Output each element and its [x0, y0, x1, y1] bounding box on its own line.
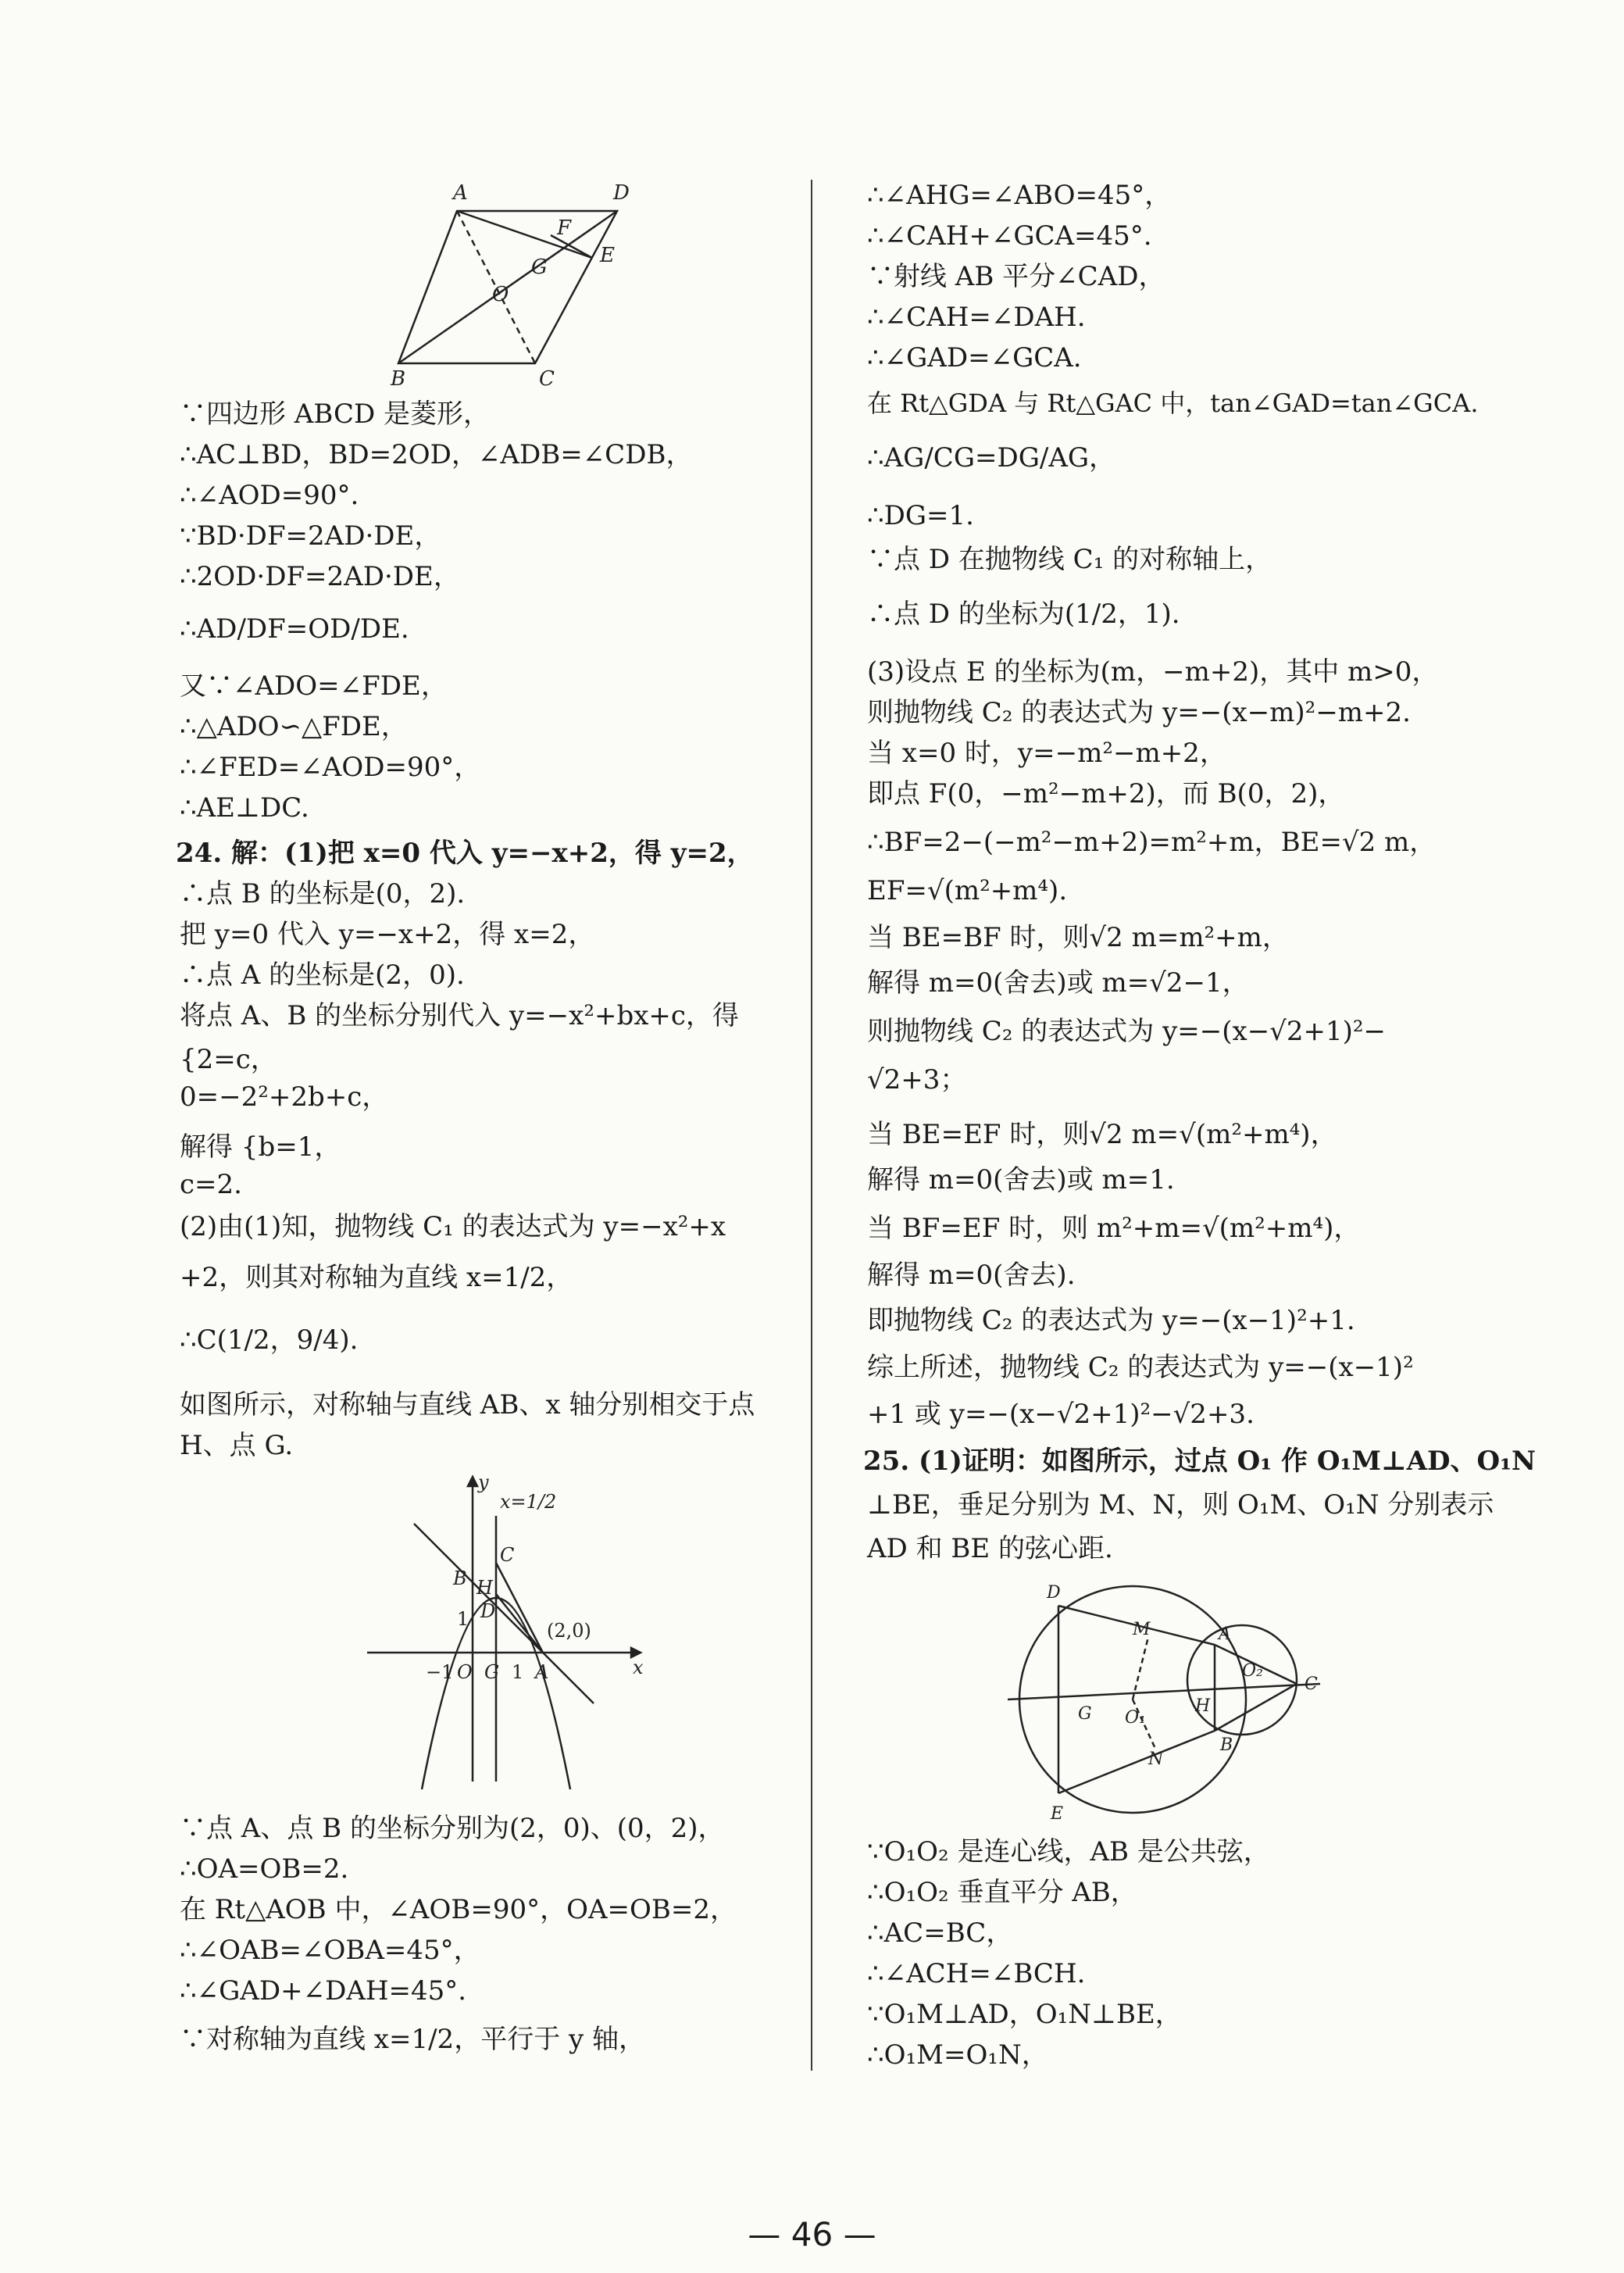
text-line: ∴点 D 的坐标为(1/2，1).: [867, 599, 1180, 630]
text-line: 在 Rt△AOB 中，∠AOB=90°，OA=OB=2，: [180, 1894, 737, 1925]
text-line: 在 Rt△GDA 与 Rt△GAC 中，tan∠GAD=tan∠GCA.: [867, 388, 1479, 418]
label-one-x: 1: [512, 1661, 524, 1683]
text-line: 即抛物线 C₂ 的表达式为 y=−(x−1)²+1.: [867, 1305, 1355, 1336]
text-line: ∴点 B 的坐标是(0，2).: [180, 878, 466, 910]
text-line: 综上所述，抛物线 C₂ 的表达式为 y=−(x−1)²: [867, 1352, 1414, 1383]
label-o: O: [457, 1661, 473, 1683]
label-m: M: [1133, 1620, 1151, 1639]
text-line: 25. (1)证明：如图所示，过点 O₁ 作 O₁M⊥AD、O₁N: [863, 1446, 1537, 1477]
text-line: ∴∠AOD=90°.: [180, 480, 359, 511]
text-line: 又∵∠ADO=∠FDE，: [180, 670, 448, 702]
label-b: B: [391, 367, 406, 387]
chord-eb: [1058, 1731, 1215, 1793]
rhombus-figure: [375, 176, 672, 387]
text-line: 则抛物线 C₂ 的表达式为 y=−(x−m)²−m+2.: [867, 697, 1411, 728]
page-number: — 46 —: [748, 2215, 876, 2253]
text-line: ∵四边形 ABCD 是菱形，: [180, 398, 491, 430]
label-c: C: [539, 367, 555, 387]
label-n: N: [1148, 1749, 1164, 1769]
parabola-figure: [367, 1469, 656, 1797]
text-line: 当 BE=EF 时，则√2 m=√(m²+m⁴)，: [867, 1119, 1337, 1150]
label-e: E: [600, 244, 615, 267]
label-o1: O₁: [1125, 1708, 1146, 1728]
text-line: (3)设点 E 的坐标为(m，−m+2)，其中 m>0，: [867, 656, 1439, 688]
text-line: +1 或 y=−(x−√2+1)²−√2+3.: [867, 1399, 1255, 1430]
text-line: ∴∠GAD=∠GCA.: [867, 342, 1082, 373]
text-line: 0=−2²+2b+c，: [180, 1081, 389, 1113]
text-line: ∴∠CAH=∠DAH.: [867, 302, 1086, 333]
text-line: {2=c，: [180, 1044, 277, 1075]
text-line: ∵点 D 在抛物线 C₁ 的对称轴上，: [867, 544, 1272, 575]
label-a: A: [453, 181, 468, 205]
label-b: B: [1220, 1735, 1233, 1755]
text-line: 解得 m=0(舍去).: [867, 1260, 1076, 1291]
text-line: ∵O₁O₂ 是连心线，AB 是公共弦，: [867, 1836, 1270, 1867]
label-f: F: [557, 216, 572, 240]
label-b: B: [453, 1567, 467, 1589]
label-c: C: [1305, 1674, 1318, 1694]
label-x-half: x=1/2: [500, 1491, 557, 1513]
label-o: O: [492, 283, 509, 306]
text-line: ∴2OD·DF=2AD·DE，: [180, 561, 460, 592]
label-c: C: [500, 1544, 515, 1566]
text-line: ∴∠AHG=∠ABO=45°，: [867, 180, 1172, 211]
text-line: c=2.: [180, 1169, 242, 1200]
circles-figure: [1008, 1571, 1344, 1828]
text-line: 当 BF=EF 时，则 m²+m=√(m²+m⁴)，: [867, 1213, 1361, 1244]
label-d: D: [613, 181, 630, 205]
text-line: √2+3；: [867, 1064, 967, 1095]
text-line: 把 y=0 代入 y=−x+2，得 x=2，: [180, 919, 595, 950]
text-line: ∴∠CAH+∠GCA=45°.: [867, 220, 1152, 252]
label-a: A: [535, 1661, 549, 1683]
text-line: ∴O₁M=O₁N，: [867, 2039, 1048, 2071]
text-line: ∴∠ACH=∠BCH.: [867, 1958, 1086, 1989]
text-line: ∴AG/CG=DG/AG，: [867, 442, 1116, 474]
label-d: D: [1047, 1583, 1061, 1603]
text-line: AD 和 BE 的弦心距.: [867, 1533, 1113, 1564]
page-number-value: 46: [791, 2215, 833, 2253]
label-a: A: [1219, 1624, 1231, 1644]
text-line: ∴△ADO∽△FDE，: [180, 711, 408, 742]
text-line: ∴AC⊥BD，BD=2OD，∠ADB=∠CDB，: [180, 439, 693, 470]
text-line: 当 BE=BF 时，则√2 m=m²+m，: [867, 922, 1289, 953]
label-g: G: [484, 1661, 500, 1683]
text-line: ⊥BE，垂足分别为 M、N，则 O₁M、O₁N 分别表示: [867, 1489, 1494, 1521]
text-line: H、点 G.: [180, 1430, 294, 1461]
text-line: 解得 {b=1，: [180, 1131, 341, 1163]
label-h: H: [1195, 1696, 1211, 1716]
perp-o1m: [1133, 1637, 1148, 1699]
text-line: ∴AD/DF=OD/DE.: [180, 613, 409, 645]
label-h: H: [476, 1577, 493, 1599]
text-line: 将点 A、B 的坐标分别代入 y=−x²+bx+c，得: [180, 1000, 739, 1031]
text-line: ∴点 A 的坐标是(2，0).: [180, 960, 465, 991]
label-y: y: [478, 1471, 489, 1493]
text-line: ∴C(1/2，9/4).: [180, 1324, 359, 1356]
label-o2: O₂: [1242, 1661, 1263, 1681]
column-divider: [811, 180, 812, 2071]
text-line: ∴∠GAD+∠DAH=45°.: [180, 1975, 467, 2007]
text-line: 则抛物线 C₂ 的表达式为 y=−(x−√2+1)²−: [867, 1016, 1386, 1047]
text-line: ∴O₁O₂ 垂直平分 AB，: [867, 1877, 1137, 1908]
text-line: ∴AE⊥DC.: [180, 792, 309, 824]
text-line: 即点 F(0，−m²−m+2)，而 B(0，2)，: [867, 778, 1345, 809]
text-line: 24. 解：(1)把 x=0 代入 y=−x+2，得 y=2，: [176, 838, 754, 869]
text-line: ∴AC=BC，: [867, 1917, 1013, 1949]
text-line: ∴BF=2−(−m²−m+2)=m²+m，BE=√2 m，: [867, 827, 1437, 858]
label-x: x: [633, 1657, 644, 1678]
text-line: ∵BD·DF=2AD·DE，: [180, 520, 441, 552]
text-line: EF=√(m²+m⁴).: [867, 875, 1068, 906]
text-line: ∵点 A、点 B 的坐标分别为(2，0)、(0，2)，: [180, 1813, 725, 1844]
text-line: ∴∠FED=∠AOD=90°，: [180, 752, 481, 783]
text-line: 解得 m=0(舍去)或 m=1.: [867, 1164, 1175, 1195]
segment-bc: [1215, 1684, 1297, 1731]
label-d: D: [480, 1600, 496, 1622]
label-minus-one: −1: [426, 1661, 454, 1683]
text-line: ∴DG=1.: [867, 500, 974, 531]
text-line: 解得 m=0(舍去)或 m=√2−1，: [867, 967, 1249, 999]
label-e: E: [1051, 1804, 1064, 1824]
text-line: 如图所示，对称轴与直线 AB、x 轴分别相交于点: [180, 1389, 755, 1421]
text-line: ∴∠OAB=∠OBA=45°，: [180, 1935, 480, 1966]
text-line: ∵对称轴为直线 x=1/2，平行于 y 轴，: [180, 2024, 646, 2055]
text-line: ∵射线 AB 平分∠CAD，: [867, 261, 1165, 292]
label-one-y: 1: [457, 1608, 469, 1630]
text-line: +2，则其对称轴为直线 x=1/2，: [180, 1262, 573, 1293]
text-line: 当 x=0 时，y=−m²−m+2，: [867, 738, 1226, 769]
label-g: G: [531, 256, 548, 279]
line-ac: [496, 1563, 543, 1653]
text-line: ∵O₁M⊥AD，O₁N⊥BE，: [867, 1999, 1182, 2030]
y-axis-arrow: [468, 1477, 477, 1486]
text-line: ∴OA=OB=2.: [180, 1853, 349, 1885]
label-point-a-coords: (2,0): [547, 1620, 591, 1642]
line-ad: [496, 1594, 543, 1653]
text-line: (2)由(1)知，抛物线 C₁ 的表达式为 y=−x²+x: [180, 1211, 726, 1242]
label-g: G: [1078, 1704, 1092, 1724]
